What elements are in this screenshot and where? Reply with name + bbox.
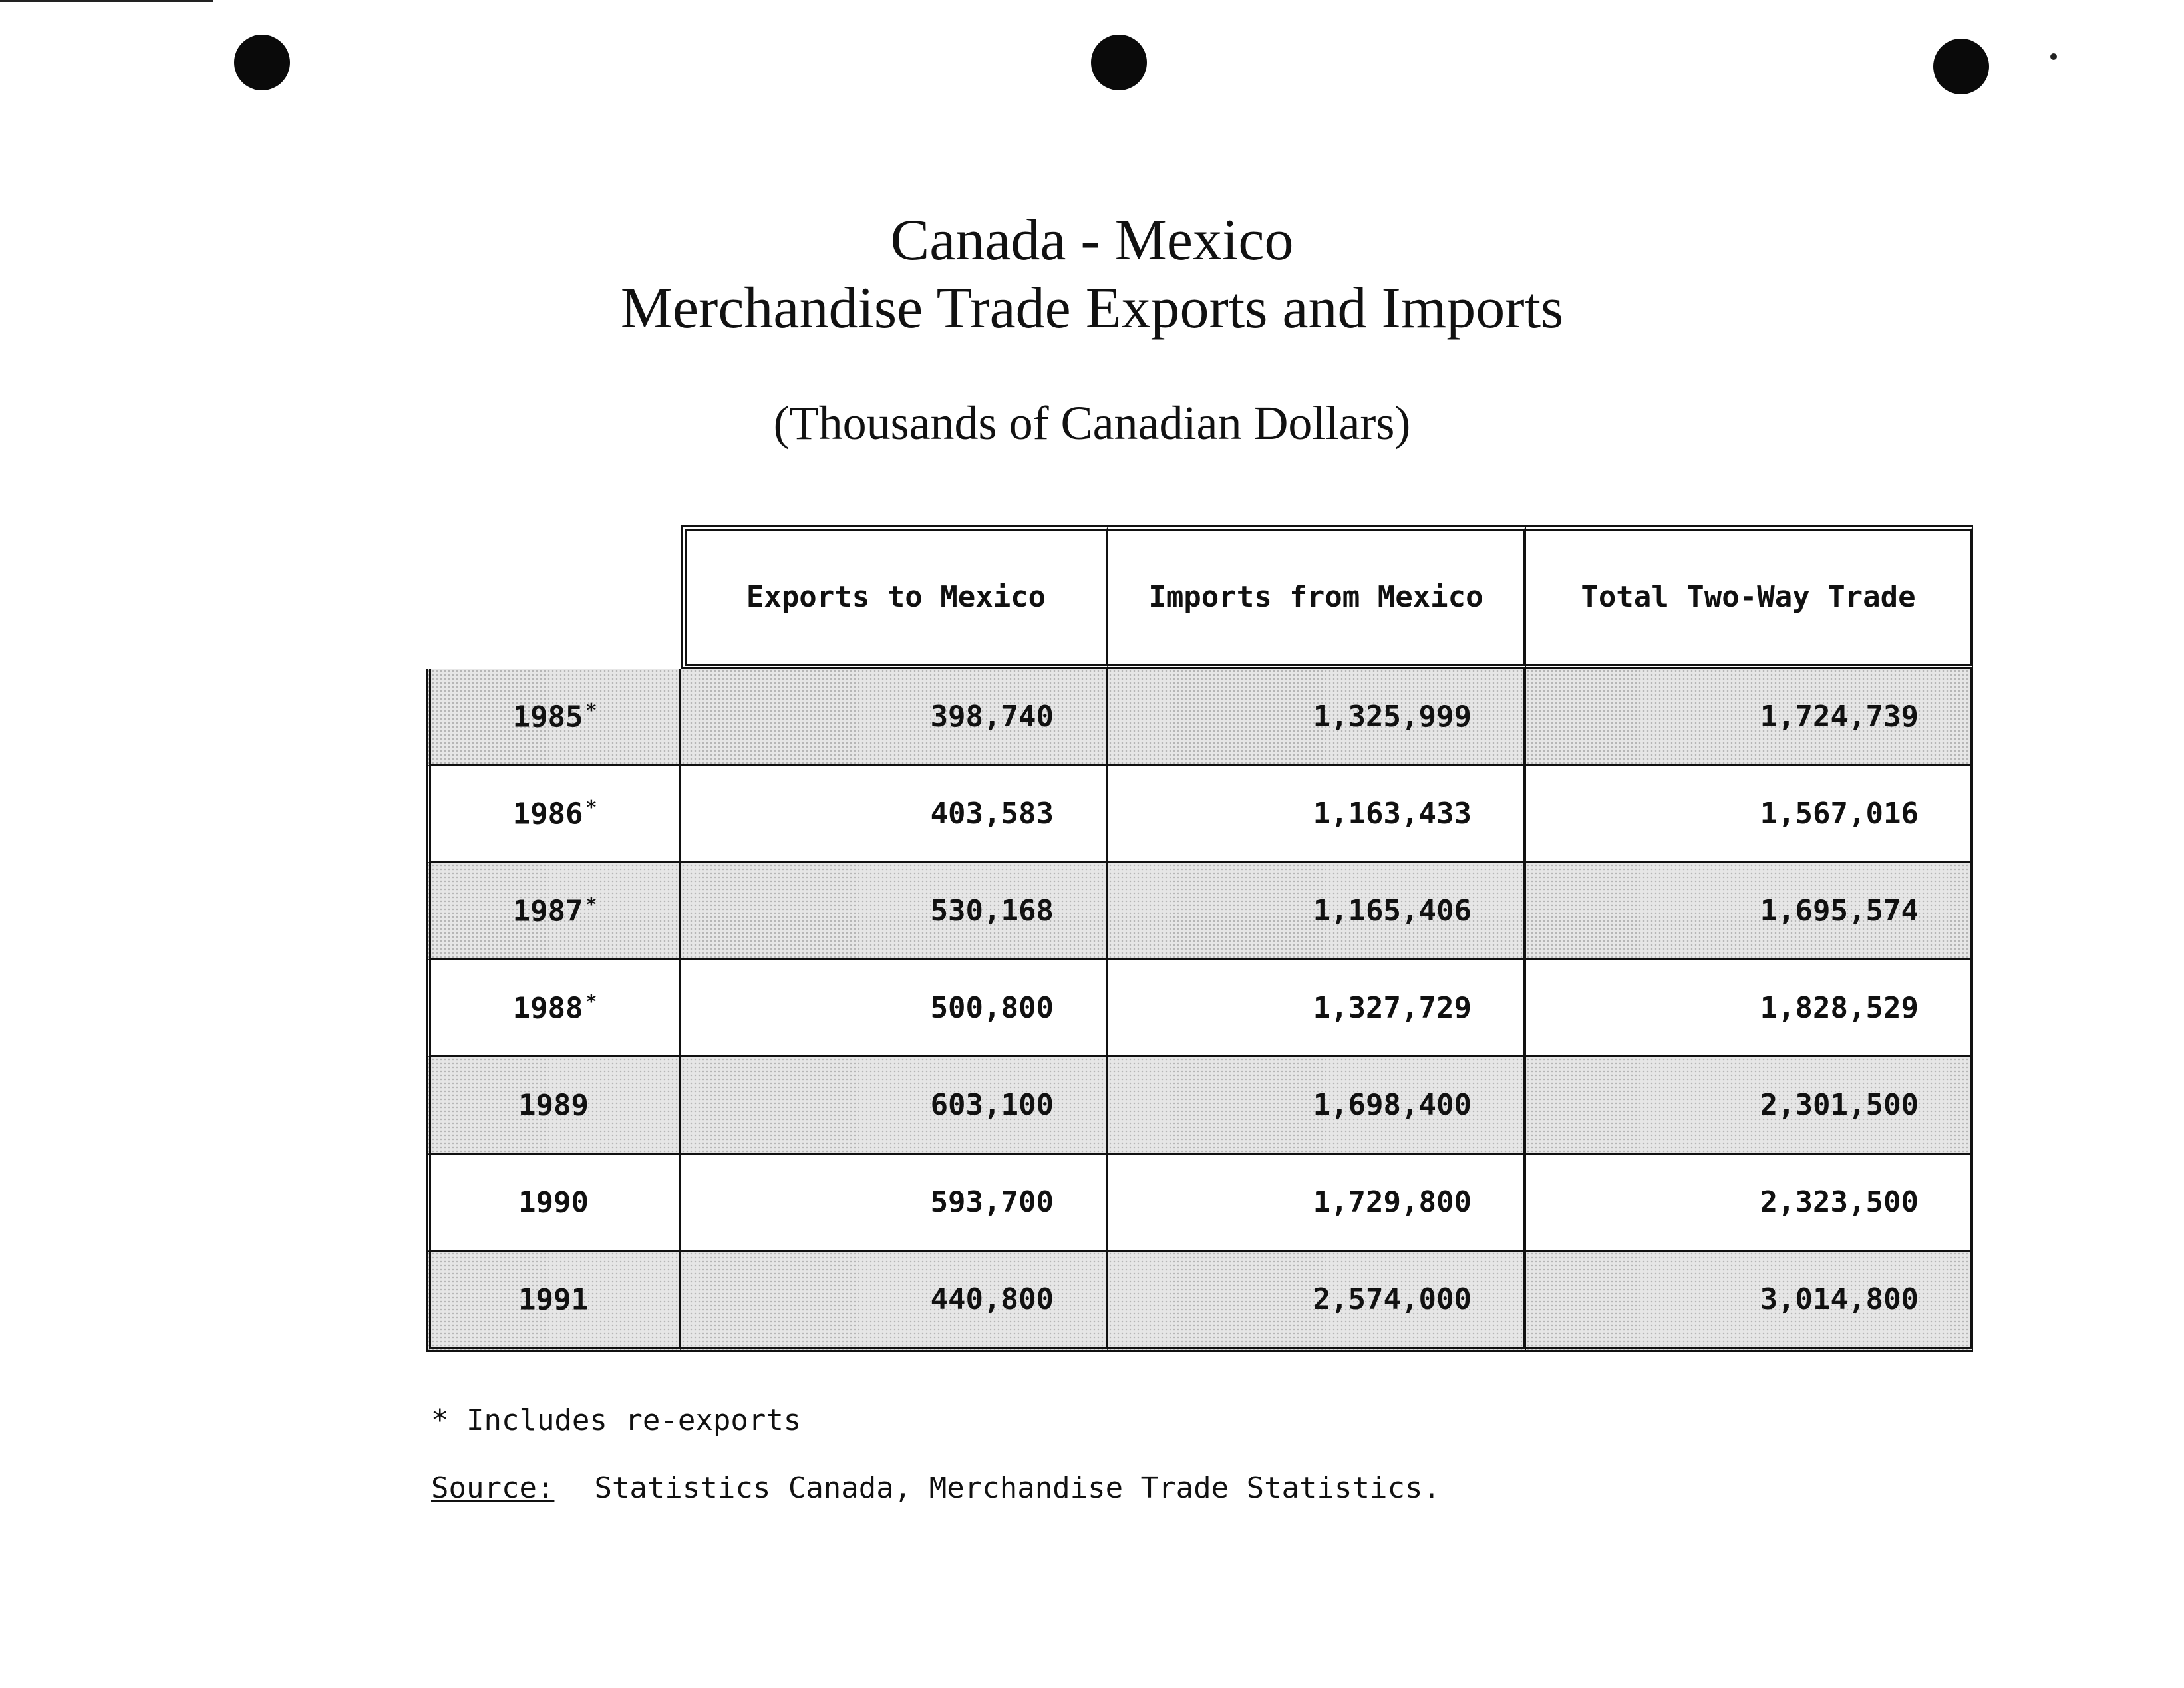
total-cell: 2,301,500: [1526, 1057, 1973, 1155]
imports-cell: 1,163,433: [1108, 766, 1526, 863]
year-label: 1986: [512, 797, 583, 831]
total-cell: 1,567,016: [1526, 766, 1973, 863]
imports-cell: 1,729,800: [1108, 1155, 1526, 1252]
header-total: Total Two-Way Trade: [1526, 525, 1973, 669]
year-cell: [426, 1155, 681, 1252]
trade-table: [426, 525, 1973, 1352]
exports-cell: 603,100: [681, 1057, 1108, 1155]
table-row: [426, 1057, 1973, 1155]
year-label: 1990: [518, 1185, 589, 1220]
exports-cell: 500,800: [681, 960, 1108, 1057]
title-line-2: Merchandise Trade Exports and Imports: [620, 276, 1564, 341]
source-line: [431, 1471, 1440, 1505]
punch-hole-right: [1933, 39, 1989, 94]
footnote-mark: *: [585, 990, 597, 1013]
source-text: Statistics Canada, Merchandise Trade Statistics.: [594, 1471, 1440, 1505]
title-line-1: Canada - Mexico: [890, 208, 1294, 273]
exports-cell: 530,168: [681, 863, 1108, 960]
header-corner: [426, 525, 681, 669]
subtitle: (Thousands of Canadian Dollars): [773, 396, 1411, 450]
header-imports: Imports from Mexico: [1108, 525, 1526, 669]
table-row: [426, 960, 1973, 1057]
year-label: 1985: [512, 700, 583, 734]
imports-cell: 1,165,406: [1108, 863, 1526, 960]
year-label: 1989: [518, 1088, 589, 1123]
year-label: 1987: [512, 894, 583, 928]
scan-speck: [2050, 53, 2057, 60]
total-cell: 3,014,800: [1526, 1252, 1973, 1352]
year-cell: [426, 1057, 681, 1155]
punch-hole-left: [234, 35, 290, 90]
imports-cell: 1,325,999: [1108, 669, 1526, 766]
total-cell: 1,695,574: [1526, 863, 1973, 960]
imports-cell: 1,327,729: [1108, 960, 1526, 1057]
total-cell: 2,323,500: [1526, 1155, 1973, 1252]
year-cell: [426, 766, 681, 863]
table-row: [426, 1252, 1973, 1352]
year-label: 1991: [518, 1282, 589, 1317]
imports-cell: 1,698,400: [1108, 1057, 1526, 1155]
exports-cell: 398,740: [681, 669, 1108, 766]
table-row: [426, 669, 1973, 766]
top-rule: [0, 0, 213, 2]
table-row: [426, 1155, 1973, 1252]
exports-cell: 403,583: [681, 766, 1108, 863]
exports-cell: 593,700: [681, 1155, 1108, 1252]
year-cell: [426, 960, 681, 1057]
year-cell: [426, 1252, 681, 1352]
total-cell: 1,828,529: [1526, 960, 1973, 1057]
footnote-mark: *: [585, 699, 597, 722]
year-label: 1988: [512, 991, 583, 1026]
total-cell: 1,724,739: [1526, 669, 1973, 766]
footnote-mark: *: [585, 893, 597, 916]
source-label: Source:: [431, 1471, 555, 1505]
footnote-mark: *: [585, 796, 597, 819]
footnote: * Includes re-exports: [431, 1403, 802, 1437]
year-cell: [426, 863, 681, 960]
header-exports: Exports to Mexico: [681, 525, 1108, 669]
year-cell: [426, 669, 681, 766]
exports-cell: 440,800: [681, 1252, 1108, 1352]
table-row: [426, 863, 1973, 960]
punch-hole-center: [1091, 35, 1147, 90]
table-row: [426, 766, 1973, 863]
imports-cell: 2,574,000: [1108, 1252, 1526, 1352]
header-row: [426, 525, 1973, 669]
